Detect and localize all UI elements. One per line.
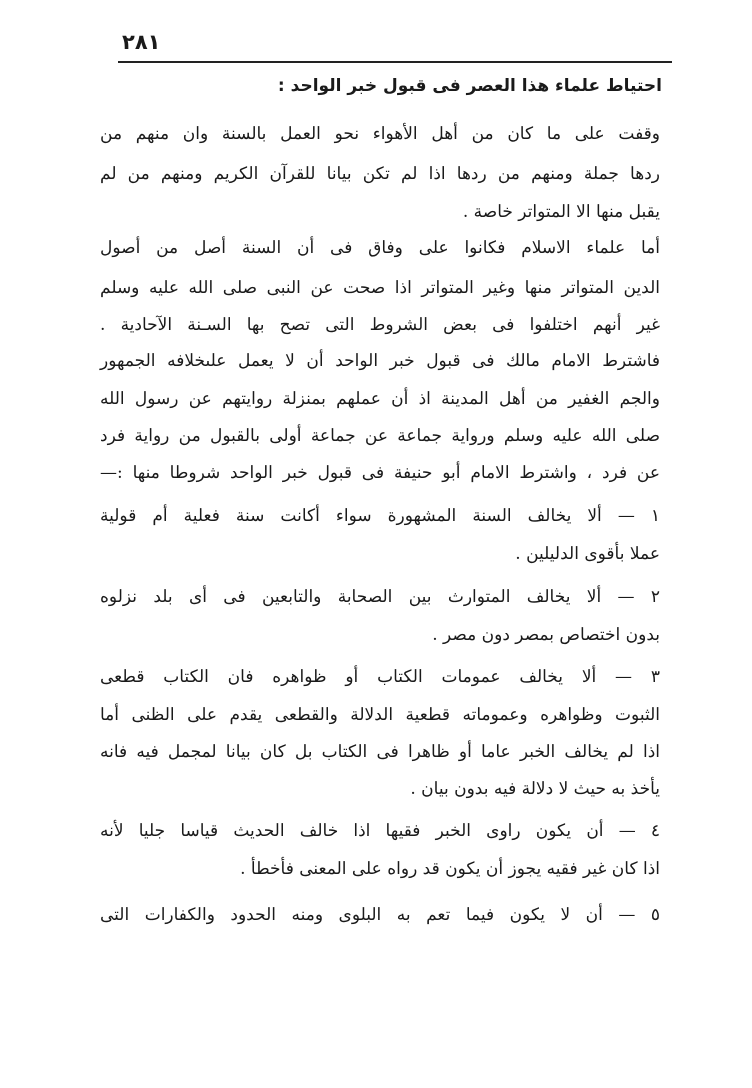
header-rule [118, 61, 672, 63]
text-line: عن فرد ، واشترط الامام أبو حنيفة فى قبول خبر الواحد شروطا منها :— [100, 463, 660, 483]
text-line: الثبوت وظواهره وعموماته قطعية الدلالة والقطعى يقدم على الظنى أما [100, 705, 660, 725]
list-item-1: ١ — ألا يخالف السنة المشهورة سواء أكانت سنة فعلية أم قولية [100, 506, 660, 526]
text-line: والجم الغفير من أهل المدينة اذ أن عملهم بمنزلة روايتهم عن رسول الله [100, 389, 660, 409]
text-line: ردها جملة ومنهم من ردها اذا لم تكن بيانا للقرآن الكريم ومنهم من لم [100, 164, 660, 184]
text-line: بدون اختصاص بمصر دون مصر . [432, 625, 660, 645]
text-line: صلى الله عليه وسلم ورواية جماعة عن جماعة أولى بالقبول من رواية فرد [100, 426, 660, 446]
text-line: فاشترط الامام مالك فى قبول خبر الواحد أن لا يعمل علىخلافه الجمهور [100, 351, 660, 371]
text-line: الدين المتواتر منها وغير المتواتر اذا صحت عن النبى صلى الله عليه وسلم [100, 278, 660, 298]
text-line: أما علماء الاسلام فكانوا على وفاق فى أن السنة أصل من أصول [100, 238, 660, 258]
section-heading: احتياط علماء هذا العصر فى قبول خبر الواحد : [277, 76, 662, 96]
page-number: ٢٨١ [122, 30, 161, 54]
text-line: عملا بأقوى الدليلين . [515, 544, 660, 564]
list-item-2: ٢ — ألا يخالف المتوارث بين الصحابة والتابعين فى أى بلد نزلوه [100, 587, 660, 607]
text-line: اذا كان غير فقيه يجوز أن يكون قد رواه على المعنى فأخطأ . [240, 859, 660, 879]
text-line: وقفت على ما كان من أهل الأهواء نحو العمل بالسنة وان منهم من [100, 124, 660, 144]
text-line: يقبل منها الا المتواتر خاصة . [462, 202, 660, 222]
list-item-4: ٤ — أن يكون راوى الخبر فقيها اذا خالف الحديث قياسا جليا لأنه [100, 821, 660, 841]
text-line: يأخذ به حيث لا دلالة فيه بدون بيان . [410, 779, 660, 799]
list-item-5: ٥ — أن لا يكون فيما تعم به البلوى ومنه الحدود والكفارات التى [100, 905, 660, 925]
text-line: اذا لم يخالف الخبر عاما أو ظاهرا فى الكتاب بل كان بيانا لمجمل فيه فانه [100, 742, 660, 762]
text-line: غير أنهم اختلفوا فى بعض الشروط التى تصح بها السـنة الآحادية . [100, 315, 660, 335]
list-item-3: ٣ — ألا يخالف عمومات الكتاب أو ظواهره فان الكتاب قطعى [100, 667, 660, 687]
